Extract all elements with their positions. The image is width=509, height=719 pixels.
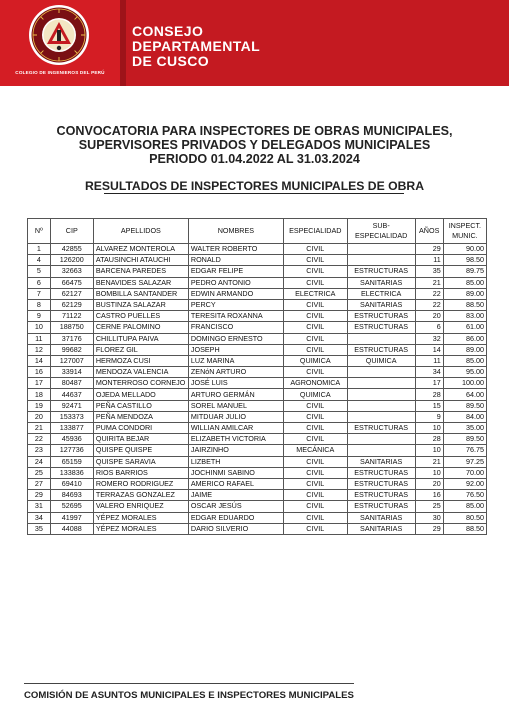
- footer-commission: COMISIÓN DE ASUNTOS MUNICIPALES E INSPECTORES MUNICIPALES: [24, 690, 354, 701]
- cell-names: LIZBETH: [188, 456, 283, 467]
- table-row: [28, 355, 487, 366]
- cell-number: 18: [28, 389, 51, 400]
- cell-names: ELIZABETH VICTORIA: [188, 434, 283, 445]
- cell-number: 9: [28, 311, 51, 322]
- cell-surnames: HERMOZA CUSI: [93, 355, 188, 366]
- cell-score: 89.50: [443, 400, 486, 411]
- cell-number: 17: [28, 378, 51, 389]
- cell-subspecialty: ESTRUCTURAS: [347, 501, 415, 512]
- cell-cip: 133836: [50, 467, 93, 478]
- cell-score: 35.00: [443, 423, 486, 434]
- cell-years: 28: [415, 434, 443, 445]
- cell-cip: 92471: [50, 400, 93, 411]
- cell-cip: 153373: [50, 411, 93, 422]
- cell-surnames: BENAVIDES SALAZAR: [93, 277, 188, 288]
- table-row: [28, 456, 487, 467]
- cell-number: 10: [28, 322, 51, 333]
- table-row: [28, 389, 487, 400]
- cell-cip: 99682: [50, 344, 93, 355]
- cell-surnames: OJEDA MELLADO: [93, 389, 188, 400]
- table-row: [28, 367, 487, 378]
- table-row: [28, 333, 487, 344]
- cell-names: OSCAR JESÚS: [188, 501, 283, 512]
- cell-score: 89.00: [443, 344, 486, 355]
- cell-years: 22: [415, 288, 443, 299]
- cell-names: DOMINGO ERNESTO: [188, 333, 283, 344]
- cell-names: JOSÉ LUIS: [188, 378, 283, 389]
- cell-number: 8: [28, 299, 51, 310]
- cell-names: PERCY: [188, 299, 283, 310]
- cell-cip: 127736: [50, 445, 93, 456]
- table-row: [28, 322, 487, 333]
- cell-subspecialty: ESTRUCTURAS: [347, 266, 415, 277]
- cell-score: 98.50: [443, 255, 486, 266]
- cell-subspecialty: SANITARIAS: [347, 456, 415, 467]
- cell-cip: 52695: [50, 501, 93, 512]
- cell-specialty: CIVIL: [283, 344, 347, 355]
- cell-years: 35: [415, 266, 443, 277]
- cell-score: 85.00: [443, 501, 486, 512]
- cell-subspecialty: ESTRUCTURAS: [347, 478, 415, 489]
- cell-subspecialty: ESTRUCTURAS: [347, 467, 415, 478]
- cell-years: 16: [415, 490, 443, 501]
- table-row: [28, 512, 487, 523]
- header-number: Nº: [28, 219, 51, 244]
- cell-subspecialty: [347, 445, 415, 456]
- cell-surnames: VALERO ENRIQUEZ: [93, 501, 188, 512]
- cell-subspecialty: SANITARIAS: [347, 512, 415, 523]
- cell-cip: 44637: [50, 389, 93, 400]
- cell-subspecialty: SANITARIAS: [347, 523, 415, 534]
- cell-subspecialty: [347, 333, 415, 344]
- cell-number: 27: [28, 478, 51, 489]
- cell-specialty: CIVIL: [283, 255, 347, 266]
- cell-years: 22: [415, 299, 443, 310]
- cell-subspecialty: ESTRUCTURAS: [347, 490, 415, 501]
- cell-cip: 65159: [50, 456, 93, 467]
- cell-specialty: CIVIL: [283, 478, 347, 489]
- results-subtitle: RESULTADOS DE INSPECTORES MUNICIPALES DE OBRA: [84, 179, 425, 193]
- cell-number: 19: [28, 400, 51, 411]
- cell-surnames: CHILLITUPA PAIVA: [93, 333, 188, 344]
- cell-years: 14: [415, 344, 443, 355]
- cell-subspecialty: QUIMICA: [347, 355, 415, 366]
- cell-score: 76.50: [443, 490, 486, 501]
- cell-specialty: ELECTRICA: [283, 288, 347, 299]
- cell-names: EDWIN ARMANDO: [188, 288, 283, 299]
- cell-specialty: QUIMICA: [283, 389, 347, 400]
- cell-names: EDGAR EDUARDO: [188, 512, 283, 523]
- cell-specialty: CIVIL: [283, 490, 347, 501]
- cell-names: LUZ MARINA: [188, 355, 283, 366]
- banner-divider: [120, 0, 126, 86]
- cell-surnames: BUSTINZA SALAZAR: [93, 299, 188, 310]
- cell-cip: 66475: [50, 277, 93, 288]
- council-line-3: DE CUSCO: [132, 53, 210, 69]
- cell-number: 6: [28, 277, 51, 288]
- table-row: [28, 467, 487, 478]
- cell-specialty: CIVIL: [283, 311, 347, 322]
- cell-names: FRANCISCO: [188, 322, 283, 333]
- table-row: [28, 255, 487, 266]
- cell-specialty: CIVIL: [283, 400, 347, 411]
- table-row: [28, 378, 487, 389]
- table-row: [28, 434, 487, 445]
- cell-surnames: ALVAREZ MONTEROLA: [93, 244, 188, 255]
- cell-surnames: TERRAZAS GONZALEZ: [93, 490, 188, 501]
- cell-surnames: CERNE PALOMINO: [93, 322, 188, 333]
- cell-years: 10: [415, 423, 443, 434]
- cell-number: 16: [28, 367, 51, 378]
- cell-surnames: FLOREZ GIL: [93, 344, 188, 355]
- cell-number: 31: [28, 501, 51, 512]
- cell-years: 32: [415, 333, 443, 344]
- cell-names: EDGAR FELIPE: [188, 266, 283, 277]
- table-row: [28, 277, 487, 288]
- cell-surnames: ATAUSINCHI ATAUCHI: [93, 255, 188, 266]
- cell-number: 29: [28, 490, 51, 501]
- cell-specialty: QUIMICA: [283, 355, 347, 366]
- subtitle-underline: [104, 193, 404, 194]
- cell-years: 29: [415, 523, 443, 534]
- cell-names: JOCHINMI SABINO: [188, 467, 283, 478]
- cell-number: 34: [28, 512, 51, 523]
- cell-cip: 42855: [50, 244, 93, 255]
- cell-specialty: CIVIL: [283, 277, 347, 288]
- college-seal-logo: [28, 4, 90, 66]
- cell-names: ARTURO GERMÁN: [188, 389, 283, 400]
- table-body: [28, 244, 487, 535]
- header-score: INSPECT. MUNIC.: [443, 219, 486, 244]
- cell-score: 90.00: [443, 244, 486, 255]
- cell-score: 64.00: [443, 389, 486, 400]
- header-years: AÑOS: [415, 219, 443, 244]
- cell-names: JOSEPH: [188, 344, 283, 355]
- cell-subspecialty: [347, 389, 415, 400]
- cell-cip: 84693: [50, 490, 93, 501]
- cell-score: 84.00: [443, 411, 486, 422]
- cell-score: 83.00: [443, 311, 486, 322]
- cell-years: 20: [415, 311, 443, 322]
- cell-subspecialty: [347, 378, 415, 389]
- cell-names: WILLIAN AMILCAR: [188, 423, 283, 434]
- cell-names: ZENóN ARTURO: [188, 367, 283, 378]
- cell-score: 88.50: [443, 299, 486, 310]
- table-row: [28, 423, 487, 434]
- cell-number: 25: [28, 467, 51, 478]
- cell-surnames: BARCENA PAREDES: [93, 266, 188, 277]
- cell-years: 10: [415, 445, 443, 456]
- council-name: [132, 24, 260, 69]
- cell-cip: 62129: [50, 299, 93, 310]
- cell-cip: 37176: [50, 333, 93, 344]
- cell-specialty: AGRONOMICA: [283, 378, 347, 389]
- header-specialty: ESPECIALIDAD: [283, 219, 347, 244]
- cell-cip: 44088: [50, 523, 93, 534]
- cell-score: 85.00: [443, 355, 486, 366]
- cell-surnames: MONTERROSO CORNEJO: [93, 378, 188, 389]
- table-row: [28, 490, 487, 501]
- header-banner: [0, 0, 509, 86]
- header-surnames: APELLIDOS: [93, 219, 188, 244]
- cell-specialty: CIVIL: [283, 434, 347, 445]
- cell-cip: 41997: [50, 512, 93, 523]
- header-subspecialty: SUB-ESPECIALIDAD: [347, 219, 415, 244]
- cell-cip: 133877: [50, 423, 93, 434]
- cell-names: MITDUAR JULIO: [188, 411, 283, 422]
- cell-score: 80.50: [443, 512, 486, 523]
- cell-subspecialty: [347, 400, 415, 411]
- cell-years: 10: [415, 467, 443, 478]
- results-table: [27, 218, 487, 535]
- table-row: [28, 400, 487, 411]
- cell-number: 35: [28, 523, 51, 534]
- table-row: [28, 501, 487, 512]
- cell-score: 88.50: [443, 523, 486, 534]
- table-row: [28, 244, 487, 255]
- cell-surnames: QUIRITA BEJAR: [93, 434, 188, 445]
- table-row: [28, 445, 487, 456]
- cell-subspecialty: ESTRUCTURAS: [347, 423, 415, 434]
- cell-years: 30: [415, 512, 443, 523]
- cell-years: 21: [415, 277, 443, 288]
- cell-number: 7: [28, 288, 51, 299]
- table-row: [28, 311, 487, 322]
- cell-score: 89.75: [443, 266, 486, 277]
- table-row: [28, 344, 487, 355]
- cell-surnames: PEÑA CASTILLO: [93, 400, 188, 411]
- cell-surnames: YÉPEZ MORALES: [93, 512, 188, 523]
- table-row: [28, 478, 487, 489]
- cell-years: 15: [415, 400, 443, 411]
- header-names: NOMBRES: [188, 219, 283, 244]
- cell-cip: 80487: [50, 378, 93, 389]
- cell-specialty: CIVIL: [283, 456, 347, 467]
- cell-years: 29: [415, 244, 443, 255]
- cell-specialty: CIVIL: [283, 244, 347, 255]
- cell-subspecialty: [347, 244, 415, 255]
- cell-number: 22: [28, 434, 51, 445]
- cell-surnames: QUISPE QUISPE: [93, 445, 188, 456]
- cell-names: SOREL MANUEL: [188, 400, 283, 411]
- cell-score: 70.00: [443, 467, 486, 478]
- cell-specialty: CIVIL: [283, 333, 347, 344]
- cell-number: 14: [28, 355, 51, 366]
- table-row: [28, 288, 487, 299]
- cell-specialty: CIVIL: [283, 299, 347, 310]
- cell-specialty: CIVIL: [283, 367, 347, 378]
- cell-names: WALTER ROBERTO: [188, 244, 283, 255]
- cell-score: 85.00: [443, 277, 486, 288]
- cell-number: 5: [28, 266, 51, 277]
- table-row: [28, 411, 487, 422]
- cell-years: 25: [415, 501, 443, 512]
- cell-cip: 33914: [50, 367, 93, 378]
- cell-surnames: QUISPE SARAVIA: [93, 456, 188, 467]
- cell-cip: 45936: [50, 434, 93, 445]
- cell-score: 92.00: [443, 478, 486, 489]
- cell-subspecialty: [347, 255, 415, 266]
- cell-score: 100.00: [443, 378, 486, 389]
- council-line-1: CONSEJO: [132, 23, 204, 39]
- footer-divider: [24, 683, 354, 684]
- cell-number: 24: [28, 456, 51, 467]
- cell-years: 11: [415, 355, 443, 366]
- cell-subspecialty: [347, 434, 415, 445]
- cell-years: 20: [415, 478, 443, 489]
- cell-surnames: PEÑA MENDOZA: [93, 411, 188, 422]
- table-row: [28, 266, 487, 277]
- cell-specialty: CIVIL: [283, 322, 347, 333]
- cell-subspecialty: ELECTRICA: [347, 288, 415, 299]
- cell-names: JAIRZINHO: [188, 445, 283, 456]
- cell-cip: 62127: [50, 288, 93, 299]
- cell-surnames: ROMERO RODRIGUEZ: [93, 478, 188, 489]
- cell-years: 17: [415, 378, 443, 389]
- header-cip: CIP: [50, 219, 93, 244]
- cell-years: 6: [415, 322, 443, 333]
- cell-subspecialty: ESTRUCTURAS: [347, 311, 415, 322]
- council-line-2: DEPARTAMENTAL: [132, 38, 261, 54]
- cell-number: 20: [28, 411, 51, 422]
- cell-surnames: PUMA CONDORI: [93, 423, 188, 434]
- cell-subspecialty: SANITARIAS: [347, 299, 415, 310]
- cell-surnames: CASTRO PUELLES: [93, 311, 188, 322]
- cell-specialty: CIVIL: [283, 266, 347, 277]
- cell-number: 21: [28, 423, 51, 434]
- cell-score: 89.00: [443, 288, 486, 299]
- cell-names: DARIO SILVERIO: [188, 523, 283, 534]
- title-line-3: PERIODO 01.04.2022 AL 31.03.2024: [149, 152, 360, 166]
- cell-specialty: CIVIL: [283, 423, 347, 434]
- cell-names: RONALD: [188, 255, 283, 266]
- table-header-row: [28, 219, 487, 244]
- title-line-2: SUPERVISORES PRIVADOS Y DELEGADOS MUNICIPALES: [78, 138, 431, 152]
- cell-number: 1: [28, 244, 51, 255]
- cell-specialty: CIVIL: [283, 523, 347, 534]
- cell-years: 21: [415, 456, 443, 467]
- cell-number: 12: [28, 344, 51, 355]
- cell-score: 95.00: [443, 367, 486, 378]
- cell-number: 4: [28, 255, 51, 266]
- cell-names: JAIME: [188, 490, 283, 501]
- cell-cip: 32663: [50, 266, 93, 277]
- cell-score: 97.25: [443, 456, 486, 467]
- cell-subspecialty: [347, 367, 415, 378]
- cell-specialty: CIVIL: [283, 501, 347, 512]
- cell-number: 23: [28, 445, 51, 456]
- cell-names: TERESITA ROXANNA: [188, 311, 283, 322]
- cell-score: 86.00: [443, 333, 486, 344]
- cell-score: 89.50: [443, 434, 486, 445]
- cell-number: 11: [28, 333, 51, 344]
- cell-surnames: RIOS BARRIOS: [93, 467, 188, 478]
- cell-cip: 71122: [50, 311, 93, 322]
- cell-surnames: BOMBILLA SANTANDER: [93, 288, 188, 299]
- cell-cip: 127007: [50, 355, 93, 366]
- cell-subspecialty: ESTRUCTURAS: [347, 344, 415, 355]
- cell-years: 34: [415, 367, 443, 378]
- cell-cip: 69410: [50, 478, 93, 489]
- cell-surnames: YÉPEZ MORALES: [93, 523, 188, 534]
- cell-subspecialty: ESTRUCTURAS: [347, 322, 415, 333]
- cell-specialty: CIVIL: [283, 467, 347, 478]
- cell-specialty: MECÁNICA: [283, 445, 347, 456]
- cell-specialty: CIVIL: [283, 411, 347, 422]
- cell-names: AMERICO RAFAEL: [188, 478, 283, 489]
- cell-score: 61.00: [443, 322, 486, 333]
- cell-score: 76.75: [443, 445, 486, 456]
- title-line-1: CONVOCATORIA PARA INSPECTORES DE OBRAS MUNICIPALES,: [56, 124, 453, 138]
- table-row: [28, 523, 487, 534]
- college-name: COLEGIO DE INGENIEROS DEL PERÚ: [15, 70, 105, 75]
- cell-years: 9: [415, 411, 443, 422]
- cell-cip: 126200: [50, 255, 93, 266]
- table-row: [28, 299, 487, 310]
- cell-names: PEDRO ANTONIO: [188, 277, 283, 288]
- cell-years: 11: [415, 255, 443, 266]
- cell-surnames: MENDOZA VALENCIA: [93, 367, 188, 378]
- cell-specialty: CIVIL: [283, 512, 347, 523]
- cell-cip: 188750: [50, 322, 93, 333]
- cell-subspecialty: SANITARIAS: [347, 277, 415, 288]
- cell-subspecialty: [347, 411, 415, 422]
- cell-years: 28: [415, 389, 443, 400]
